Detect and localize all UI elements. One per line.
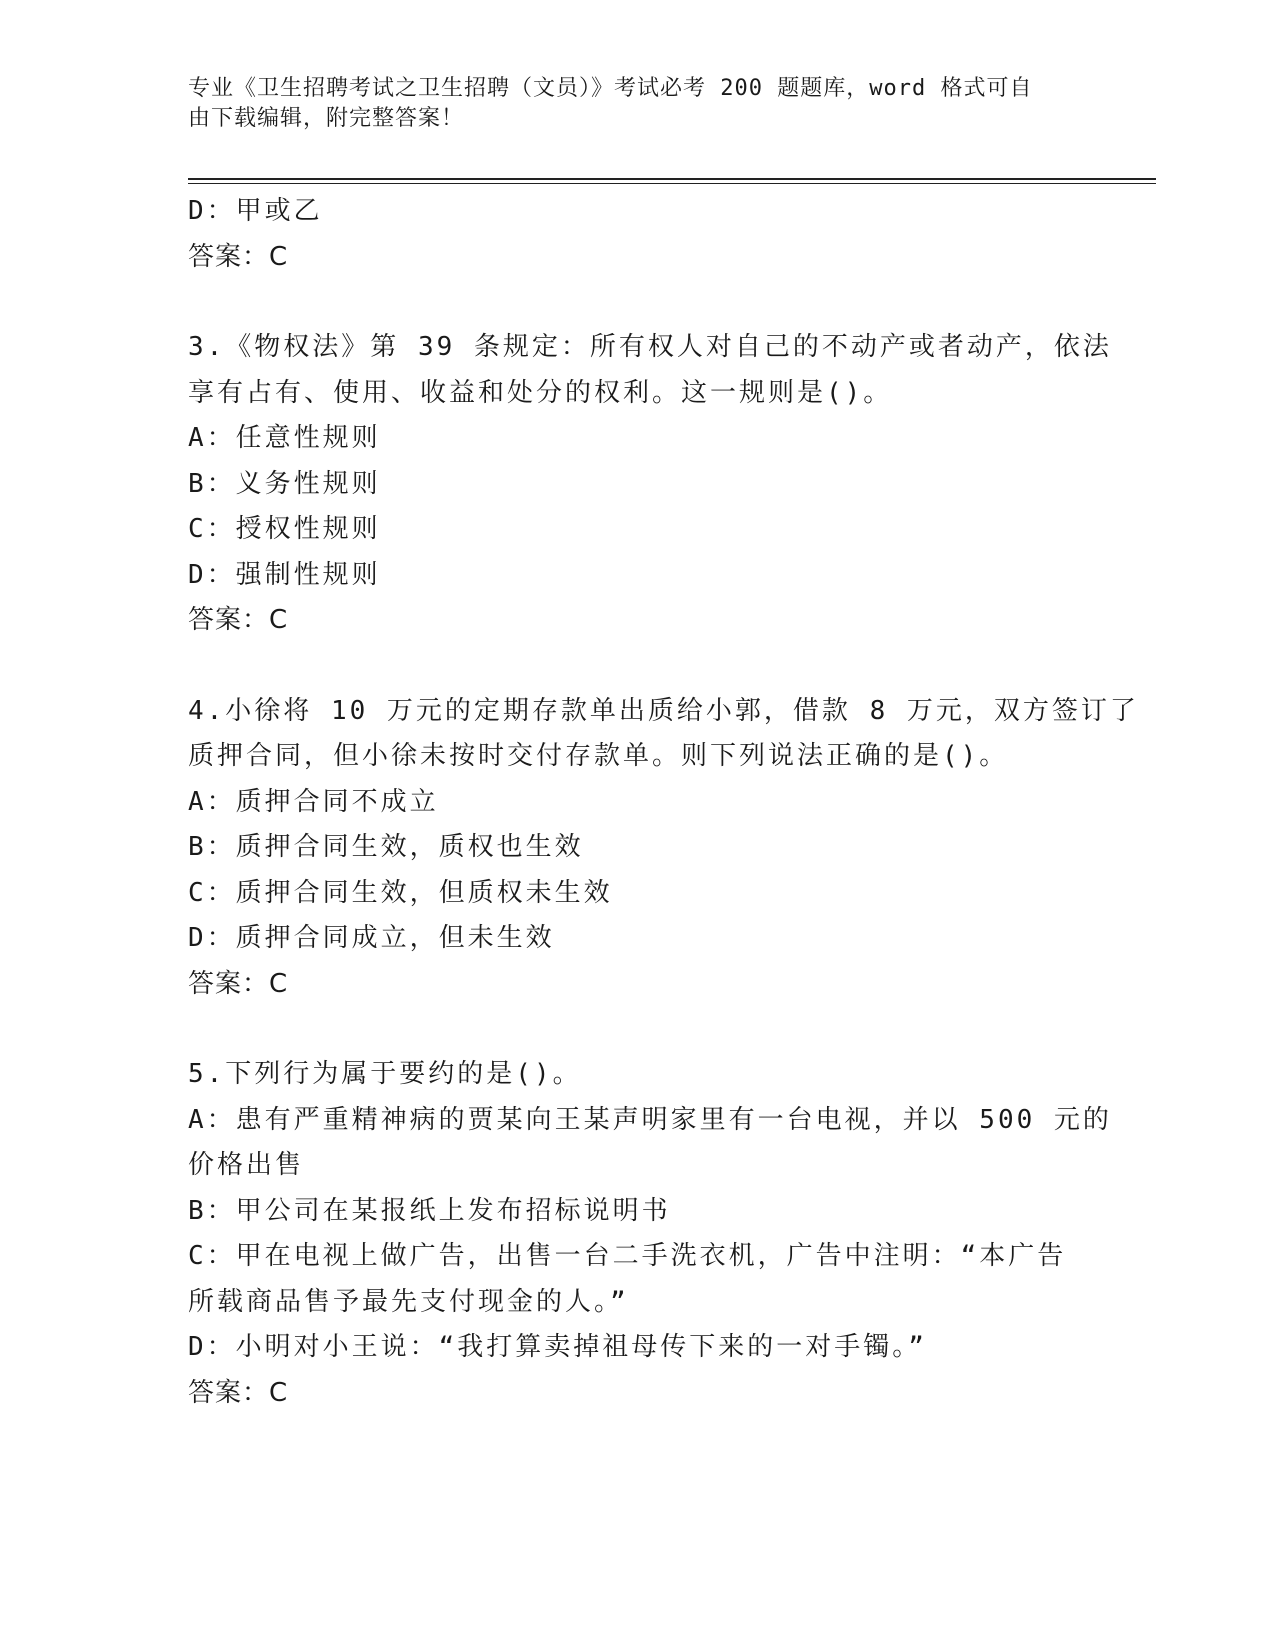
option-a: A：质押合同不成立 (188, 786, 439, 817)
header-line: 专业《卫生招聘考试之卫生招聘（文员）》考试必考 200 题题库，word 格式可自 (188, 76, 1033, 101)
header-line: 由下载编辑，附完整答案！ (188, 106, 465, 131)
option-d: D：甲或乙 (188, 196, 323, 226)
option-a: A：任意性规则 (188, 423, 381, 453)
option-b: B：质押合同生效，质权也生效 (188, 832, 584, 862)
spacer (188, 1007, 1088, 1052)
question-stem: 5.下列行为属于要约的是()。 (188, 1059, 582, 1089)
option-c: C：甲在电视上做广告，出售一台二手洗衣机，广告中注明：“本广告 (188, 1241, 1067, 1271)
option-d: D：质押合同成立，但未生效 (188, 923, 555, 953)
header-rule-thick (188, 178, 1156, 180)
question-3 (188, 325, 1112, 644)
answer-line: 答案：C (188, 1377, 289, 1408)
option-b: B：义务性规则 (188, 468, 381, 499)
question-list (188, 189, 1139, 1416)
question-stem: 享有占有、使用、收益和处分的权利。这一规则是()。 (188, 377, 893, 408)
answer-line: 答案：C (188, 968, 289, 999)
header-rule-thin (188, 183, 1156, 184)
option-d: D：强制性规则 (188, 559, 381, 590)
question-stem: 3.《物权法》第 39 条规定：所有权人对自己的不动产或者动产，依法 (188, 332, 1112, 362)
option-b: B：甲公司在某报纸上发布招标说明书 (188, 1195, 671, 1226)
question-5 (188, 1052, 1112, 1416)
question-4 (188, 689, 1139, 1008)
question-stem: 4.小徐将 10 万元的定期存款单出质给小郭，借款 8 万元，双方签订了 (188, 695, 1139, 726)
answer-line: 答案：C (188, 605, 289, 635)
option-a-continued: 价格出售 (188, 1150, 305, 1180)
answer-line: 答案：C (188, 241, 289, 272)
option-c: C：授权性规则 (188, 514, 381, 544)
option-c-continued: 所载商品售予最先支付现金的人。” (188, 1286, 629, 1317)
document-header (188, 74, 1068, 134)
option-c: C：质押合同生效，但质权未生效 (188, 877, 613, 908)
option-d: D：小明对小王说：“我打算卖掉祖母传下来的一对手镯。” (188, 1332, 927, 1362)
spacer (188, 644, 1088, 689)
spacer (188, 280, 1088, 325)
option-a: A：患有严重精神病的贾某向王某声明家里有一台电视，并以 500 元的 (188, 1104, 1112, 1135)
question-stem: 质押合同，但小徐未按时交付存款单。则下列说法正确的是()。 (188, 741, 1009, 771)
